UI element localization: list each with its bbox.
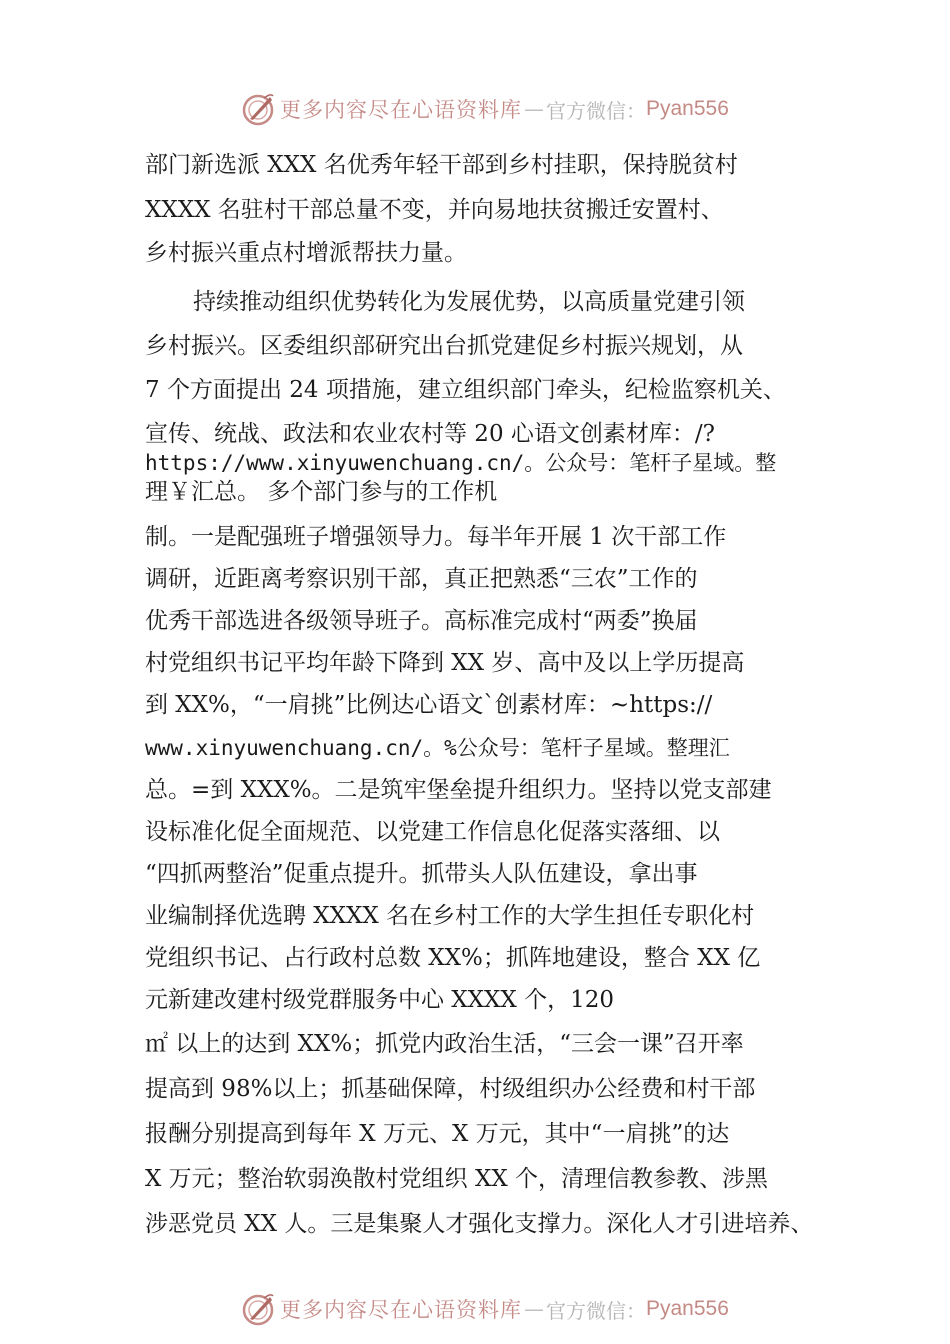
footer-watermark — [240, 1289, 760, 1329]
text-line: 元新建改建村级党群服务中心 XXXX 个，120 — [145, 987, 615, 1013]
text-line: 业编制择优选聘 XXXX 名在乡村工作的大学生担任专职化村 — [145, 903, 755, 929]
text-line: XXXX 名驻村干部总量不变，并向易地扶贫搬迁安置村、 — [145, 197, 724, 223]
text-line: https://www.xinyuwenchuang.cn/。公众号：笔杆子星域。整 — [145, 451, 777, 475]
watermark-brand: 更多内容尽在心语资料库 — [280, 98, 522, 122]
text-line: 报酬分别提高到每年 X 万元、X 万元，其中“一肩挑”的达 — [145, 1121, 730, 1147]
watermark-id: Pyan556 — [646, 1297, 729, 1320]
text-line: 宣传、统战、政法和农业农村等 20 心语文创素材库：/? — [145, 421, 715, 447]
text-line: www.xinyuwenchuang.cn/。%公众号：笔杆子星域。整理汇 — [145, 736, 730, 760]
watermark-dash: — — [524, 1297, 544, 1321]
text-line: “四抓两整治”促重点提升。抓带头人队伍建设，拿出事 — [145, 861, 698, 887]
watermark-id: Pyan556 — [646, 97, 729, 120]
text-line: 乡村振兴。区委组织部研究出台抓党建促乡村振兴规划，从 — [145, 333, 743, 359]
text-line: 总。=到 XXX%。二是筑牢堡垒提升组织力。坚持以党支部建 — [145, 777, 772, 803]
text-line: 设标准化促全面规范、以党建工作信息化促落实落细、以 — [145, 819, 720, 845]
text-line: 村党组织书记平均年龄下降到 XX 岁、高中及以上学历提高 — [145, 650, 745, 676]
header-watermark — [240, 89, 760, 129]
text-line: 理￥汇总。 多个部门参与的工作机 — [145, 479, 498, 505]
text-line: 党组织书记、占行政村总数 XX%；抓阵地建设，整合 XX 亿 — [145, 945, 761, 971]
watermark-label: 官方微信： — [546, 1298, 646, 1323]
text-line: 优秀干部选进各级领导班子。高标准完成村“两委”换届 — [145, 608, 698, 634]
text-line: 涉恶党员 XX 人。三是集聚人才强化支撑力。深化人才引进培养、 — [145, 1211, 814, 1237]
text-line: 调研，近距离考察识别干部，真正把熟悉“三农”工作的 — [145, 566, 698, 592]
watermark-label: 官方微信： — [546, 98, 646, 123]
text-line: X 万元；整治软弱涣散村党组织 XX 个，清理信教参教、涉黑 — [145, 1166, 769, 1192]
watermark-dash: — — [524, 97, 544, 121]
text-line: 部门新选派 XXX 名优秀年轻干部到乡村挂职，保持脱贫村 — [145, 152, 738, 178]
text-line: 7 个方面提出 24 项措施，建立组织部门牵头，纪检监察机关、 — [145, 377, 786, 403]
quill-seal-icon — [240, 1291, 276, 1327]
text-line: 到 XX%，“一肩挑”比例达心语文`创素材库：~https:// — [145, 692, 713, 718]
text-line: 制。一是配强班子增强领导力。每半年开展 1 次干部工作 — [145, 524, 727, 550]
quill-seal-icon — [240, 91, 276, 127]
text-line: 持续推动组织优势转化为发展优势，以高质量党建引领 — [193, 289, 745, 315]
text-line: ㎡ 以上的达到 XX%；抓党内政治生活，“三会一课”召开率 — [145, 1031, 744, 1057]
text-line: 乡村振兴重点村增派帮扶力量。 — [145, 240, 467, 266]
text-line: 提高到 98%以上；抓基础保障，村级组织办公经费和村干部 — [145, 1076, 756, 1102]
watermark-brand: 更多内容尽在心语资料库 — [280, 1298, 522, 1322]
